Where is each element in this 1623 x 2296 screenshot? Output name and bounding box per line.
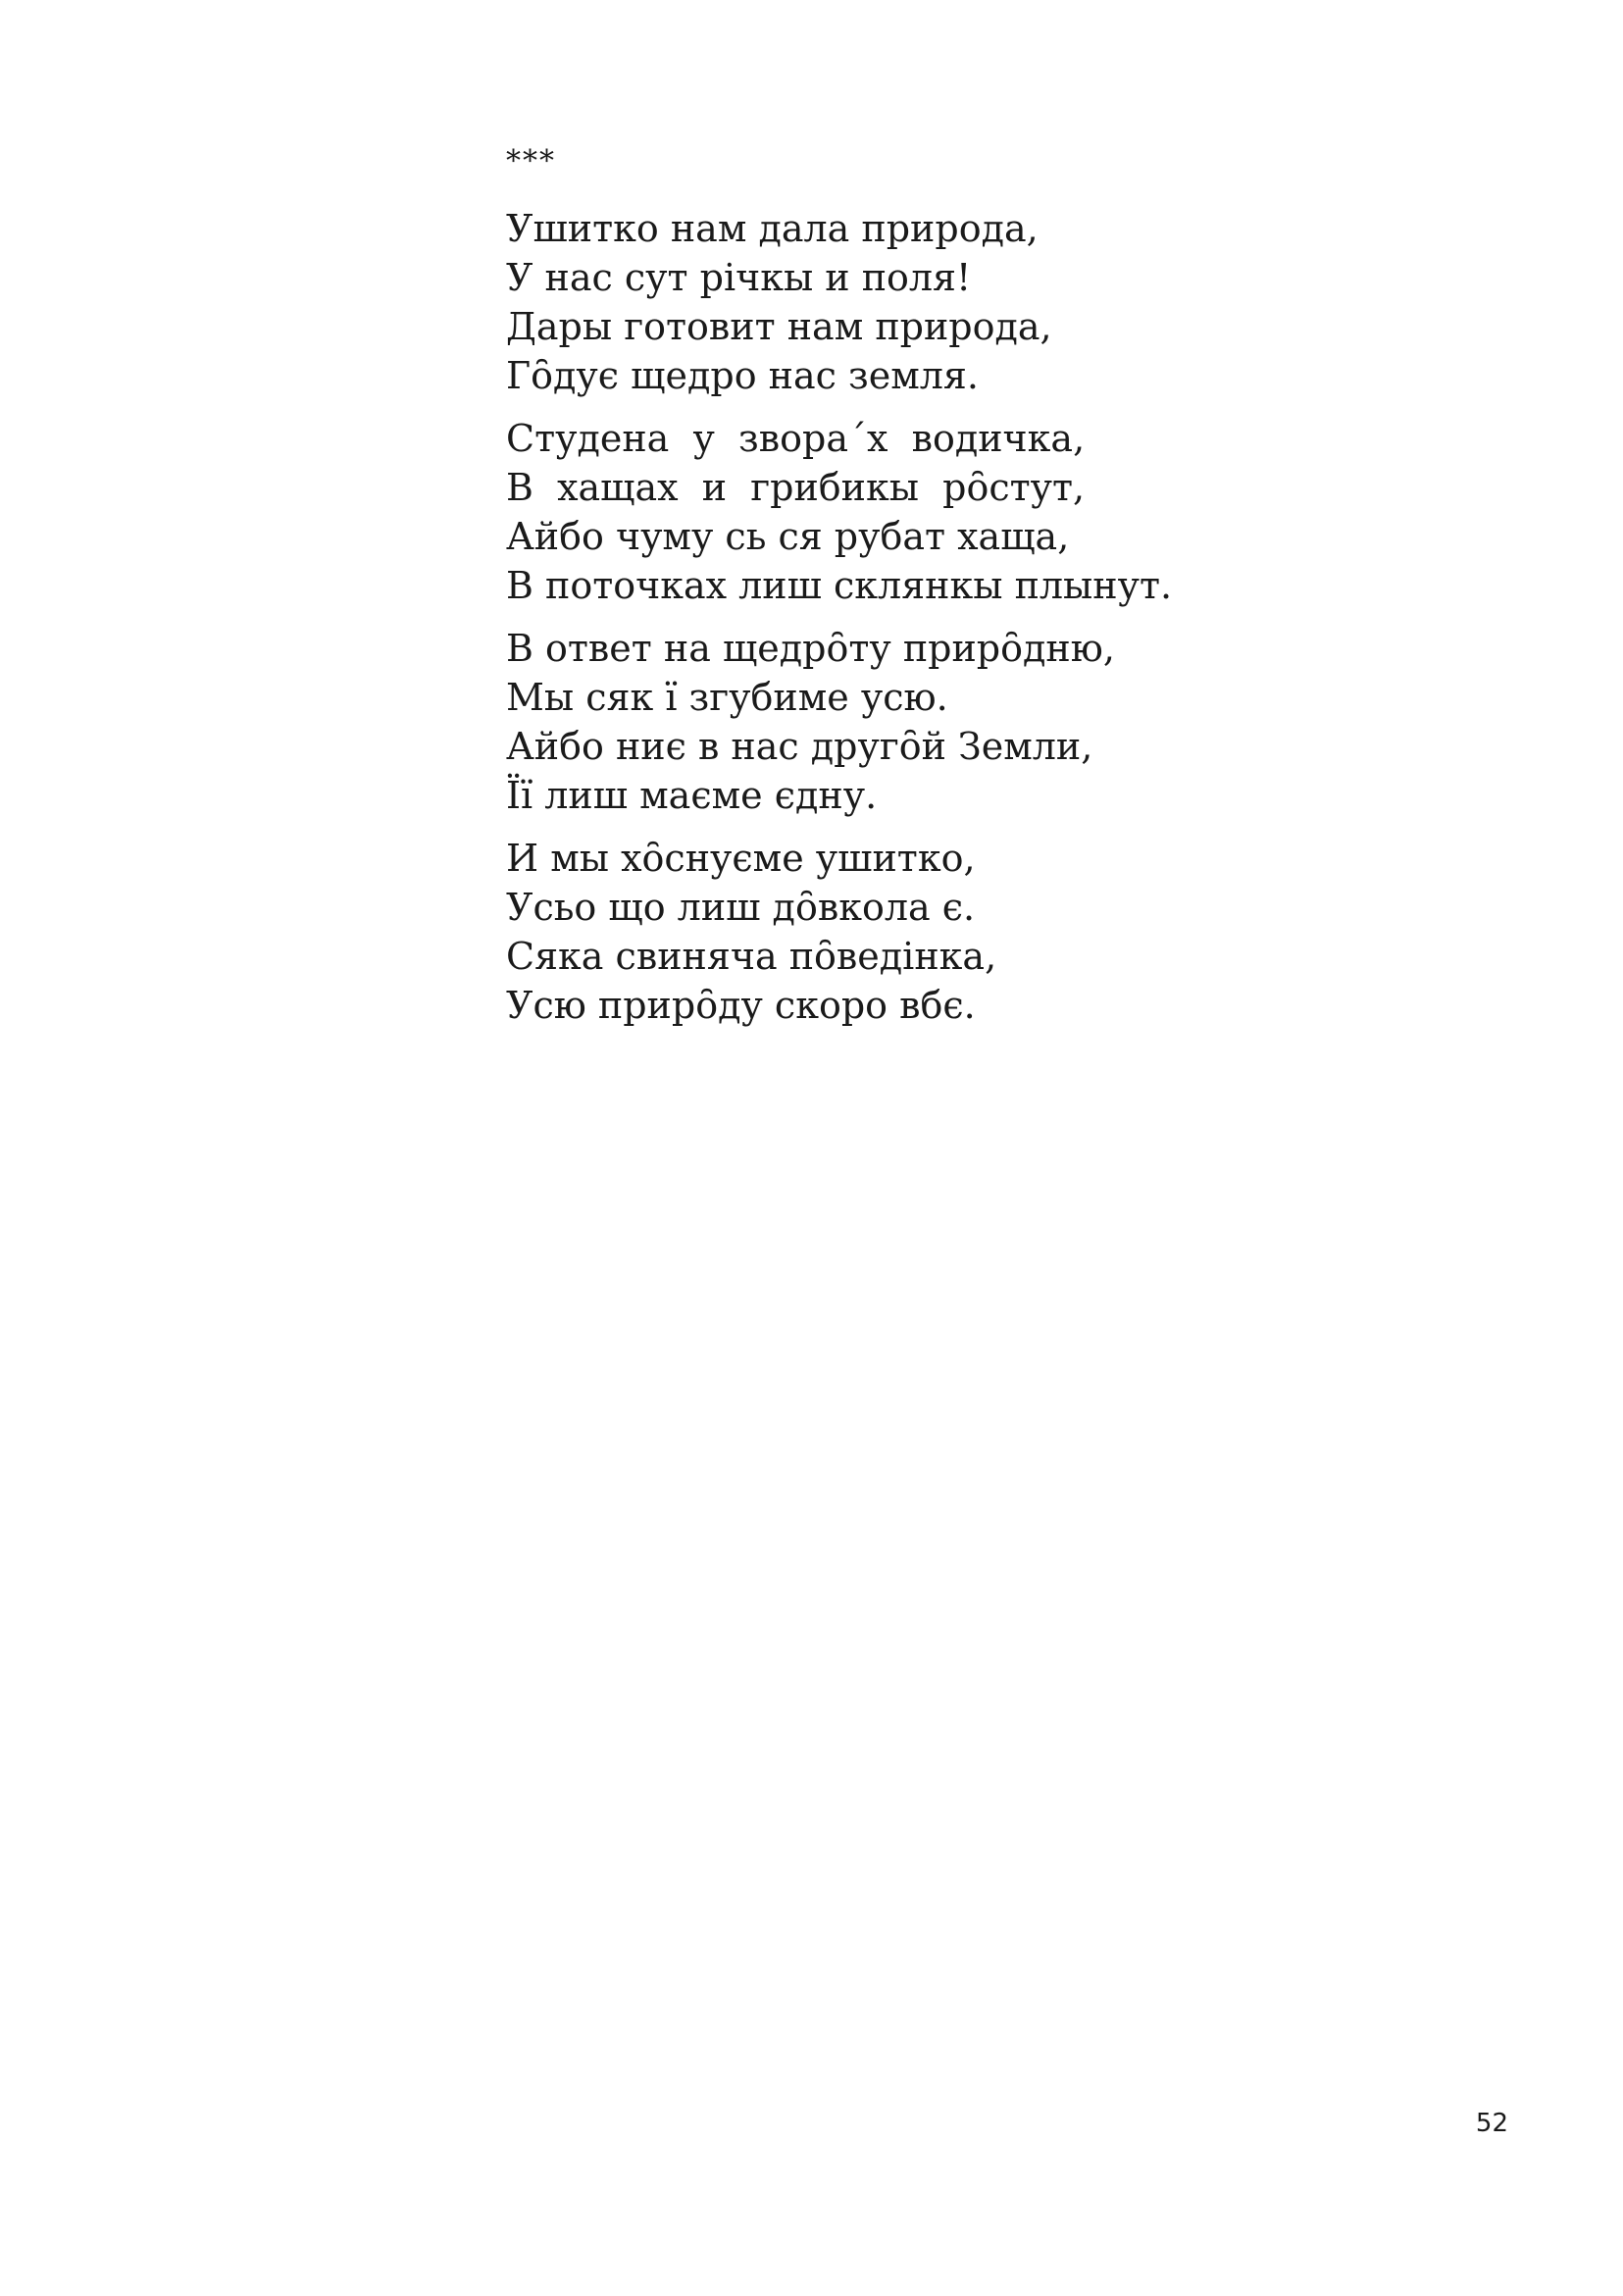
poem-line: Мы сяк ї згубиме усю. bbox=[506, 676, 948, 719]
poem-separator: *** bbox=[506, 144, 556, 179]
poem-line: В ответ на щедрȏту прирȏдню, bbox=[506, 627, 1115, 670]
poem-line: Усю прирȏду скоро вбє. bbox=[506, 984, 976, 1027]
poem-line: В поточках лиш склянкы плынут. bbox=[506, 564, 1173, 607]
page-number: 52 bbox=[1475, 2109, 1508, 2138]
poem-line: Ушитко нам дала природа, bbox=[506, 207, 1039, 250]
poem-line: Айбо чуму сь ся рубат хаща, bbox=[506, 515, 1070, 558]
stanza-4 bbox=[506, 834, 1389, 1030]
poem-line: И мы хȏснуєме ушитко, bbox=[506, 837, 976, 880]
poem-line: Студена у звора´х водичка, bbox=[506, 417, 1086, 460]
poem-line: У нас сут річкы и поля! bbox=[506, 256, 972, 299]
poem-line: Її лиш маєме єдну. bbox=[506, 774, 878, 817]
stanza-2 bbox=[506, 414, 1389, 610]
stanza-3 bbox=[506, 624, 1389, 820]
poem-line: Айбо ниє в нас другȏй Земли, bbox=[506, 725, 1093, 768]
poem-line: Гȏдує щедро нас земля. bbox=[506, 354, 979, 397]
poem-line: В хащах и грибикы рȏстут, bbox=[506, 466, 1086, 509]
poem-line: Сяка свиняча пȏведінка, bbox=[506, 935, 997, 978]
poem-line: Усьо що лиш дȏвкола є. bbox=[506, 886, 976, 929]
stanza-1 bbox=[506, 204, 1389, 400]
poem-line: Дары готовит нам природа, bbox=[506, 305, 1052, 348]
poem bbox=[506, 144, 1389, 1030]
